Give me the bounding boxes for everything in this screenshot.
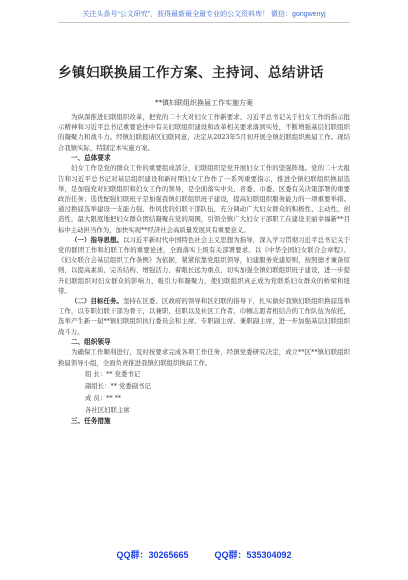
- member-members: 成 员：** **: [85, 393, 122, 402]
- goals-label: （二）目标任务。: [71, 297, 123, 306]
- section-heading-tasks: 三、任务措施: [71, 416, 111, 425]
- overall-requirements-paragraph: 妇女工作是党的群众工作的重要组成部分，妇联组织是党开展妇女工作的坚强阵地。党的二十大报告和习近平总书记对基层组织建设和新时期妇女工作作了一系列重要指示，推进全镇妇联组织换届选举，是加强党对妇联组织和妇女工作的领导，是全面落实中央、省委、市委、区委有关决策部署的重要政治任务；选优配强妇联班子是加强我镇妇联组织班子建设，提高妇联组织服务能力的一项重要举措。通过换届选举建设一支能力强、作风优的妇联干部队伍，充分调动广大妇女群众的积极性、主动性、创造性，最大限度地把妇女群众团结凝聚在党的周围，引领全镇广大妇女干部职工在建设美丽幸福新**目标中主动担当作为，加快实现**经济社会高质量发展具有重要意义。: [58, 164, 350, 234]
- section-heading-overall-requirements: 一、总体要求: [71, 153, 111, 162]
- header-divider: [58, 22, 350, 23]
- member-deputy-leader: 副组长：** 党委副书记: [85, 381, 151, 390]
- footer-contact: [0, 548, 408, 562]
- header-banner: 关注头条号“公文研究”，获得最新最全最专业的公文资料库！ 微信：gongwenyj: [82, 11, 326, 18]
- footer-qq-group-1: QQ群：30265665: [116, 550, 189, 560]
- organization-paragraph: 为确保工作顺利进行，及时按要求完成各项工作任务，经镇党委研究决定，成立**区**镇妇联组织换届领导小组，全面负责推进我镇妇联组织换届工作。: [58, 348, 350, 367]
- footer-qq-group-2: QQ群：535304092: [214, 550, 292, 560]
- document-subtitle: **镇妇联组织换届工作实施方案: [155, 99, 253, 107]
- document-body: [58, 112, 350, 426]
- intro-paragraph: 为纵深推进妇联组织改革，把党的二十大对妇女工作新要求、习近平总书记关于妇女工作的指示批示精神和习近平总书记重要论述中有关妇联组织建设和改革相关要求落到实处，不断增强基层妇联组织的凝聚力和战斗力。经镇妇联报请区妇联同意，决定从2023年5月初开展全镇妇联组织换届工作。现结合我镇实际，特制定本实施方案。: [58, 113, 350, 152]
- document-title: 乡镇妇联换届工作方案、主持词、总结讲话: [58, 65, 324, 81]
- guiding-thought-paragraph: [58, 235, 350, 296]
- member-community-chairs: 各社区妇联主席: [85, 405, 130, 414]
- guiding-thought-text: 以习近平新时代中国特色社会主义思想为指导，深入学习贯彻习近平总书记关于党的群团工作和妇联工作的重要论述，全面落实上级有关部署要求。以《中华全国妇女联合会章程》、《妇女联合会基层组织工作条例》为依据，紧紧依靠党组织领导，妇建服务党建原则，按照德才兼备原则，以提高素质、完善结构、增强活力、着眼长远为重点，切实加强全镇妇联组织班子建设，进一步提升妇联组织对妇女群众的影响力、吸引力和凝聚力，使妇联组织真正成为党联系妇女群众的桥梁和纽带。: [58, 235, 351, 295]
- goals-paragraph: [58, 296, 350, 337]
- section-heading-organization: 二、组织领导: [71, 337, 111, 346]
- member-leader: 组 长：** 党委书记: [85, 369, 141, 378]
- goals-text: 坚持在区委、区政府的领导和区妇联的指导下，扎实做好我镇妇联组织换届选举工作，以专职妇联干部为骨干，以兼职、挂职以及社区工作者、巾帼志愿者相结合的工作队伍为依托，选举产生新一届**镇妇联组织执行委员会和主席、专职副主席、兼职副主席，进一步加强基层妇联组织战斗力。: [58, 297, 351, 336]
- guiding-thought-label: （一）指导思想。: [71, 235, 123, 244]
